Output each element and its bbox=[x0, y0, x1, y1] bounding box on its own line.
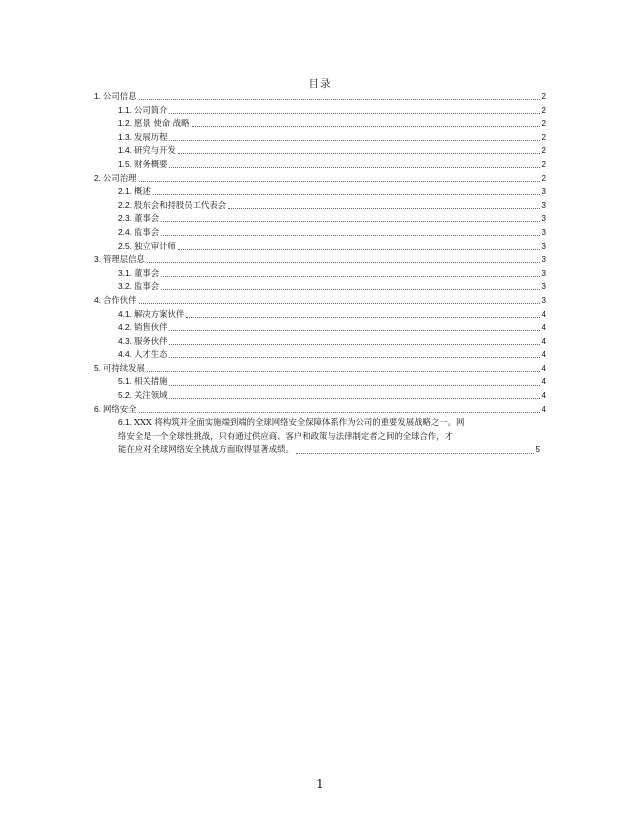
toc-entry-text: 财务概要 bbox=[133, 158, 168, 169]
toc-entry-number: 4. bbox=[94, 294, 101, 305]
toc-leader-dots bbox=[178, 153, 540, 154]
toc-entry-page: 2 bbox=[541, 105, 546, 115]
toc-entry[interactable] bbox=[94, 131, 546, 145]
toc-entry-page: 5 bbox=[535, 445, 540, 455]
toc-entry-number: 4.4. bbox=[118, 349, 132, 360]
toc-entry-page: 3 bbox=[541, 227, 546, 237]
toc-leader-dots bbox=[147, 262, 540, 263]
toc-leader-dots bbox=[169, 357, 539, 358]
toc-entry-text: XXX 将构筑并全面实施端到端的全球网络安全保障体系作为公司的重要发展战略之一。网 bbox=[133, 417, 465, 428]
toc-entry-number: 2.2. bbox=[118, 199, 132, 210]
toc-entry-text: 董事会 bbox=[133, 267, 160, 278]
toc-entry-text: 服务伙伴 bbox=[133, 335, 168, 346]
toc-entry[interactable] bbox=[94, 308, 546, 322]
toc-title: 目录 bbox=[308, 78, 332, 90]
toc-entry-text: 发展历程 bbox=[133, 131, 168, 142]
toc-entry-page: 3 bbox=[541, 200, 546, 210]
toc-leader-dots bbox=[161, 221, 539, 222]
toc-leader-dots bbox=[169, 344, 539, 345]
toc-entry[interactable] bbox=[94, 253, 546, 267]
toc-entry-text: 关注领域 bbox=[133, 390, 168, 401]
toc-entry-page: 3 bbox=[541, 268, 546, 278]
toc-entry-text: 合作伙伴 bbox=[103, 294, 137, 305]
toc-leader-dots bbox=[139, 412, 540, 413]
toc-entry-page: 3 bbox=[541, 282, 546, 292]
toc-entry[interactable] bbox=[94, 90, 546, 104]
toc-entry[interactable] bbox=[94, 226, 546, 240]
toc-entry-text: 销售伙伴 bbox=[133, 322, 168, 333]
toc-entry-page: 4 bbox=[541, 404, 546, 414]
toc-leader-dots bbox=[169, 113, 539, 114]
toc-leader-dots bbox=[186, 317, 539, 318]
toc-entry[interactable] bbox=[94, 294, 546, 308]
toc-entry-text: 监事会 bbox=[133, 226, 160, 237]
page-number: 1 bbox=[316, 777, 324, 791]
toc-leader-dots bbox=[153, 194, 540, 195]
toc-entry[interactable] bbox=[94, 267, 546, 281]
toc-entry-number: 1. bbox=[94, 91, 101, 101]
toc-entry-line bbox=[118, 443, 540, 457]
toc-entry[interactable] bbox=[94, 375, 546, 389]
toc-entry-page: 2 bbox=[541, 173, 546, 183]
toc-entry[interactable] bbox=[94, 321, 546, 335]
toc-entry-number: 6. bbox=[94, 403, 101, 414]
toc-entry-page: 3 bbox=[541, 295, 546, 305]
toc-entry[interactable] bbox=[94, 144, 546, 158]
toc-entry-text: 愿景 使命 战略 bbox=[133, 118, 190, 129]
toc-entry-text: 可持续发展 bbox=[103, 362, 145, 373]
toc-entry-page: 2 bbox=[541, 92, 546, 101]
toc-entry[interactable] bbox=[94, 335, 546, 349]
toc-entry[interactable] bbox=[94, 104, 546, 118]
toc-entry-text: 监事会 bbox=[133, 281, 160, 292]
toc-entry-text: 解决方案伙伴 bbox=[133, 308, 185, 319]
toc-entry-number: 5. bbox=[94, 362, 101, 373]
toc-leader-dots bbox=[147, 371, 540, 372]
toc-entry-text: 研究与开发 bbox=[133, 145, 176, 156]
toc-entry-number: 2.5. bbox=[118, 240, 132, 251]
toc-entry-number: 5.2. bbox=[118, 390, 132, 401]
toc-entry-text: 相关措施 bbox=[133, 376, 168, 387]
toc-entry-page: 2 bbox=[541, 146, 546, 156]
toc-entry[interactable] bbox=[94, 240, 546, 254]
toc-entry-number: 2.3. bbox=[118, 213, 132, 224]
toc-entry[interactable] bbox=[94, 158, 546, 172]
toc-leader-dots bbox=[161, 276, 539, 277]
toc-leader-dots bbox=[169, 330, 539, 331]
toc-entry-text: 能在应对全球网络安全挑战方面取得显著成绩。 bbox=[118, 444, 294, 455]
toc-entry-text: 网络安全 bbox=[103, 403, 137, 414]
toc-entry-number: 2. bbox=[94, 172, 101, 183]
toc-entry-page: 2 bbox=[541, 119, 546, 129]
toc-entry-number: 1.1. bbox=[118, 104, 132, 115]
toc-entry[interactable] bbox=[94, 172, 546, 186]
toc-entry-text: 董事会 bbox=[133, 213, 160, 224]
toc-entry-text: 人才生态 bbox=[133, 349, 168, 360]
toc-leader-dots bbox=[169, 398, 539, 399]
toc-leader-dots bbox=[161, 289, 539, 290]
toc-entry-number: 1.2. bbox=[118, 118, 132, 129]
toc-entry-number: 1.3. bbox=[118, 131, 132, 142]
toc-entry-number: 4.1. bbox=[118, 308, 132, 319]
toc-leader-dots bbox=[161, 235, 539, 236]
toc-entry-number: 4.2. bbox=[118, 322, 132, 333]
toc-leader-dots bbox=[192, 126, 540, 127]
toc-entry-number: 1.5. bbox=[118, 158, 132, 169]
toc-entry[interactable] bbox=[94, 389, 546, 403]
toc-entry-text: 公司信息 bbox=[103, 91, 137, 101]
table-of-contents bbox=[94, 90, 546, 457]
toc-leader-dots bbox=[178, 249, 540, 250]
toc-entry-long[interactable] bbox=[94, 416, 546, 457]
toc-entry-page: 4 bbox=[541, 350, 546, 360]
toc-entry-text: 概述 bbox=[133, 186, 151, 197]
toc-entry[interactable] bbox=[94, 199, 546, 213]
toc-entry[interactable] bbox=[94, 185, 546, 199]
toc-entry-page: 2 bbox=[541, 132, 546, 142]
toc-entry-page: 3 bbox=[541, 241, 546, 251]
toc-entry-text: 公司治理 bbox=[103, 172, 137, 183]
toc-entry-page: 3 bbox=[541, 187, 546, 197]
toc-entry-number: 5.1. bbox=[118, 376, 132, 387]
toc-entry-page: 3 bbox=[541, 255, 546, 265]
toc-entry[interactable] bbox=[94, 280, 546, 294]
toc-entry-line: 络安全是一个全球性挑战，只有通过供应商、客户和政策与法律制定者之间的全球合作，才 bbox=[118, 430, 453, 441]
toc-entry-page: 4 bbox=[541, 309, 546, 319]
toc-entry[interactable] bbox=[94, 362, 546, 376]
toc-entries bbox=[94, 90, 546, 416]
toc-entry-number: 3.2. bbox=[118, 281, 132, 292]
toc-entry-page: 4 bbox=[541, 323, 546, 333]
toc-entry-page: 2 bbox=[541, 159, 546, 169]
toc-entry-text: 独立审计师 bbox=[133, 240, 176, 251]
toc-entry[interactable] bbox=[94, 348, 546, 362]
toc-entry-text: 管理层信息 bbox=[103, 254, 145, 265]
toc-entry-page: 4 bbox=[541, 363, 546, 373]
toc-entry-page: 4 bbox=[541, 391, 546, 401]
toc-leader-dots bbox=[296, 453, 534, 454]
toc-entry-number: 2.4. bbox=[118, 226, 132, 237]
toc-entry-page: 4 bbox=[541, 377, 546, 387]
toc-entry-number: 6.1. bbox=[118, 417, 132, 428]
toc-entry-number: 4.3. bbox=[118, 335, 132, 346]
toc-leader-dots bbox=[139, 181, 540, 182]
toc-entry-number: 3. bbox=[94, 254, 101, 265]
toc-entry-line bbox=[118, 416, 540, 430]
toc-entry-text: 股东会和持股员工代表会 bbox=[133, 199, 227, 210]
toc-leader-dots bbox=[169, 167, 539, 168]
toc-leader-dots bbox=[139, 99, 540, 100]
toc-entry[interactable] bbox=[94, 212, 546, 226]
toc-entry-number: 1.4. bbox=[118, 145, 132, 156]
toc-entry[interactable] bbox=[94, 403, 546, 417]
toc-leader-dots bbox=[169, 385, 539, 386]
toc-leader-dots bbox=[169, 140, 539, 141]
toc-leader-dots bbox=[228, 208, 539, 209]
toc-entry-number: 2.1. bbox=[118, 186, 132, 197]
toc-entry-page: 4 bbox=[541, 336, 546, 346]
toc-entry[interactable] bbox=[94, 117, 546, 131]
toc-entry-page: 3 bbox=[541, 214, 546, 224]
toc-leader-dots bbox=[139, 303, 540, 304]
toc-entry-number: 3.1. bbox=[118, 267, 132, 278]
toc-entry-text: 公司简介 bbox=[133, 104, 168, 115]
